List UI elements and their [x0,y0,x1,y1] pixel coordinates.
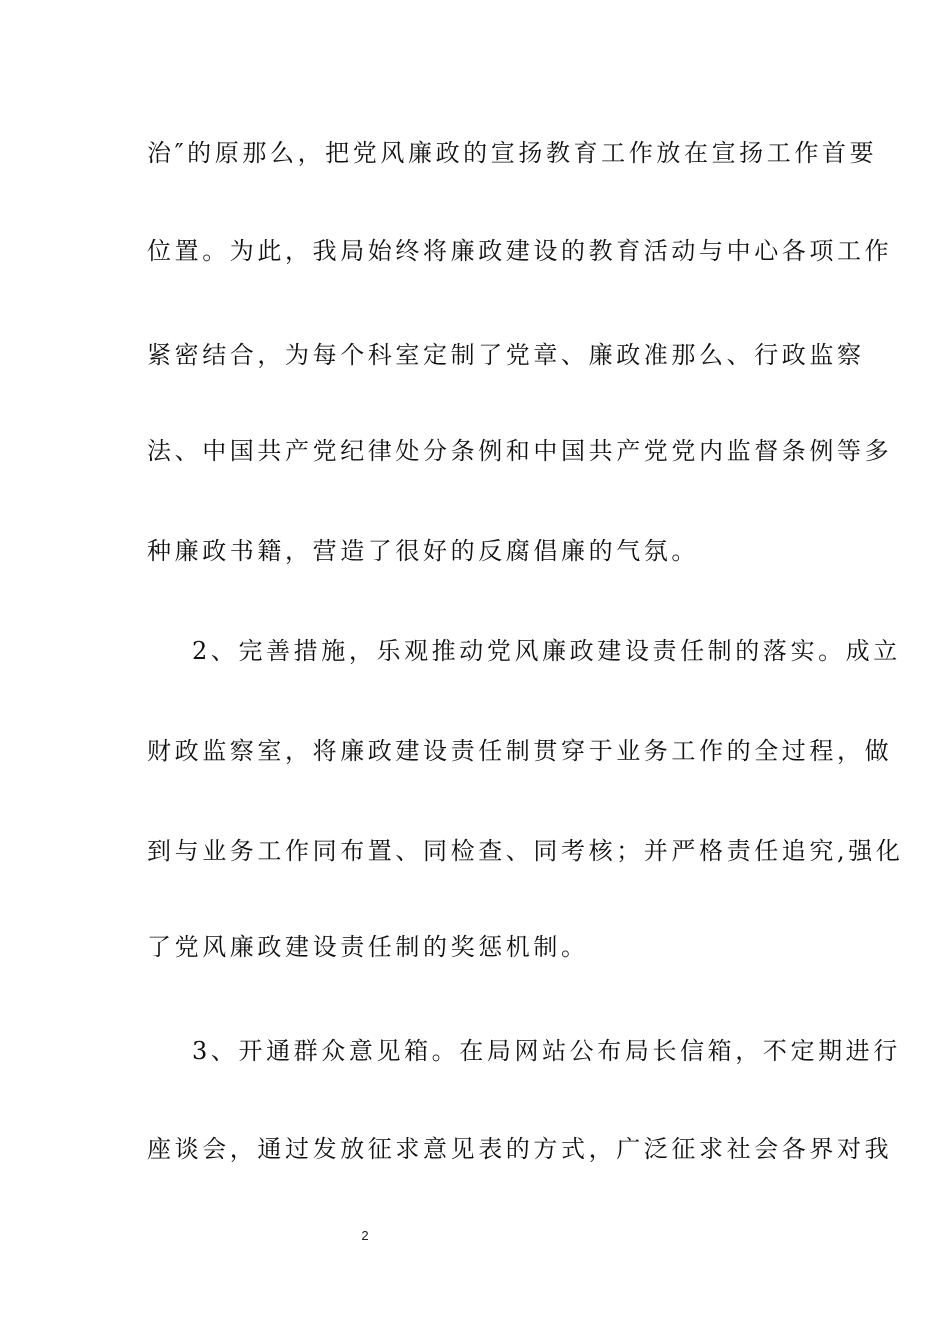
text-line: 治″的原那么，把党风廉政的宣扬教育工作放在宣扬工作首要 [147,139,878,167]
page-number: 2 [361,1228,369,1243]
text-line: 财政监察室，将廉政建设责任制贯穿于业务工作的全过程，做 [147,737,893,765]
text-line: 种廉政书籍，营造了很好的反腐倡廉的气氛。 [147,537,699,565]
text-line: 了党风廉政建设责任制的奖惩机制。 [147,933,589,961]
text-line: 法、中国共产党纪律处分条例和中国共产党党内监督条例等多 [147,437,893,465]
paragraph-start-line: 2、完善措施，乐观推动党风廉政建设责任制的落实。成立 [192,637,901,665]
text-line: 座谈会，通过发放征求意见表的方式，广泛征求社会各界对我 [147,1135,893,1163]
text-line: 到与业务工作同布置、同检查、同考核；并严格责任追究,强化 [147,837,904,865]
paragraph-start-line: 3、开通群众意见箱。在局网站公布局长信箱，不定期进行 [192,1037,901,1065]
text-line: 紧密结合，为每个科室定制了党章、廉政准那么、行政监察 [147,341,865,369]
text-line: 位置。为此，我局始终将廉政建设的教育活动与中心各项工作 [147,237,893,265]
